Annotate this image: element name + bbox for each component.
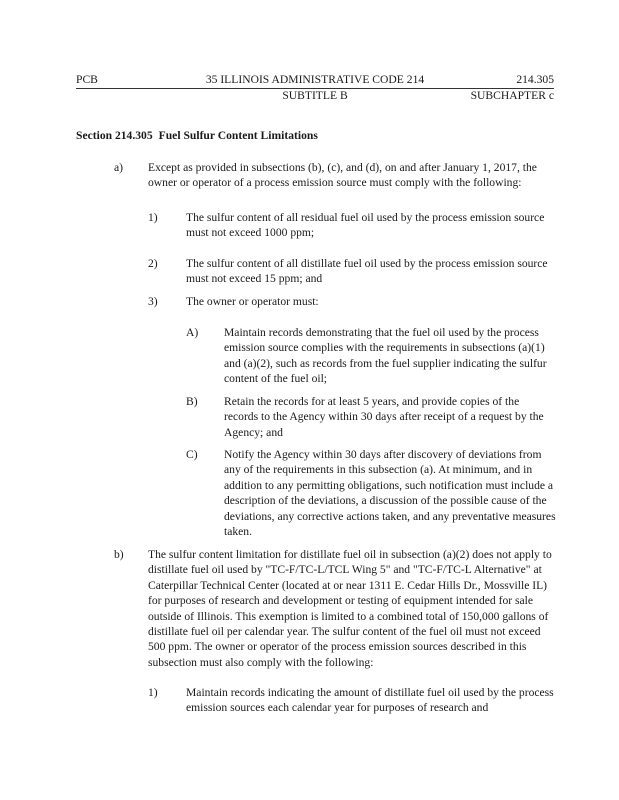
paragraph-label: C) bbox=[186, 448, 198, 461]
paragraph-label: A) bbox=[186, 326, 199, 339]
paragraph-text: The sulfur content of all distillate fuel oil used by the process emission source must not exceed 15 ppm; and bbox=[186, 257, 548, 286]
paragraph-text: Maintain records indicating the amount of distillate fuel oil used by the process emission sources each calendar year for purposes of research and bbox=[186, 686, 554, 715]
paragraph-text: Retain the records for at least 5 years, and provide copies of the records to the Agency within 30 days after receipt of a request by the Agency; and bbox=[224, 395, 544, 439]
section-heading bbox=[76, 128, 318, 143]
paragraph-label: 2) bbox=[148, 257, 158, 270]
paragraph-text: Notify the Agency within 30 days after discovery of deviations from any of the requirements in this subsection (a). At minimum, and in addition to any permitting obligations, such notification must include a description of the deviations, a discussion of the possible cause of the deviations, any corrective actions taken, and any preventative measures taken. bbox=[224, 448, 556, 539]
running-header-top bbox=[76, 72, 554, 89]
header-section-number: 214.305 bbox=[516, 73, 554, 86]
paragraph-label: b) bbox=[114, 548, 124, 561]
header-code-title: 35 ILLINOIS ADMINISTRATIVE CODE 214 bbox=[205, 73, 425, 86]
paragraph-text: Except as provided in subsections (b), (c), and (d), on and after January 1, 2017, the owner or operator of a process emission source must comply with the following: bbox=[148, 161, 537, 190]
header-agency: PCB bbox=[76, 73, 98, 86]
paragraph-text: The owner or operator must: bbox=[186, 295, 319, 308]
paragraph-text: The sulfur content limitation for distillate fuel oil in subsection (a)(2) does not apply to distillate fuel oil used by "TC-F/TC-L/TCL Wing 5" and "TC-F/TC-L Alternative" at Caterpillar Technical Center (located at or near 1311 E. Cedar Hills Dr., Mossville IL) for purposes of research and development or testing of equipment intended for sale outside of Illinois. This exemption is limited to a combined total of 150,000 gallons of distillate fuel oil per calendar year. The sulfur content of the fuel oil must not exceed 500 ppm. The owner or operator of the process emission sources described in this subsection must also comply with the following: bbox=[148, 548, 552, 669]
paragraph-label: 3) bbox=[148, 295, 158, 308]
section-title: Fuel Sulfur Content Limitations bbox=[158, 129, 318, 142]
paragraph-label: 1) bbox=[148, 211, 158, 224]
header-subtitle: SUBTITLE B bbox=[282, 89, 348, 102]
paragraph-label: B) bbox=[186, 395, 198, 408]
section-number: Section 214.305 bbox=[76, 129, 153, 142]
paragraph-text: Maintain records demonstrating that the fuel oil used by the process emission source complies with the requirements in subsections (a)(1) and (a)(2), such as records from the fuel supplier indicating the sulfur content of the fuel oil; bbox=[224, 326, 547, 386]
paragraph-label: a) bbox=[114, 161, 124, 174]
paragraph-label: 1) bbox=[148, 686, 158, 699]
running-header-bottom bbox=[76, 88, 554, 104]
header-subchapter: SUBCHAPTER c bbox=[470, 89, 554, 102]
paragraph-text: The sulfur content of all residual fuel oil used by the process emission source must not exceed 1000 ppm; bbox=[186, 211, 545, 240]
